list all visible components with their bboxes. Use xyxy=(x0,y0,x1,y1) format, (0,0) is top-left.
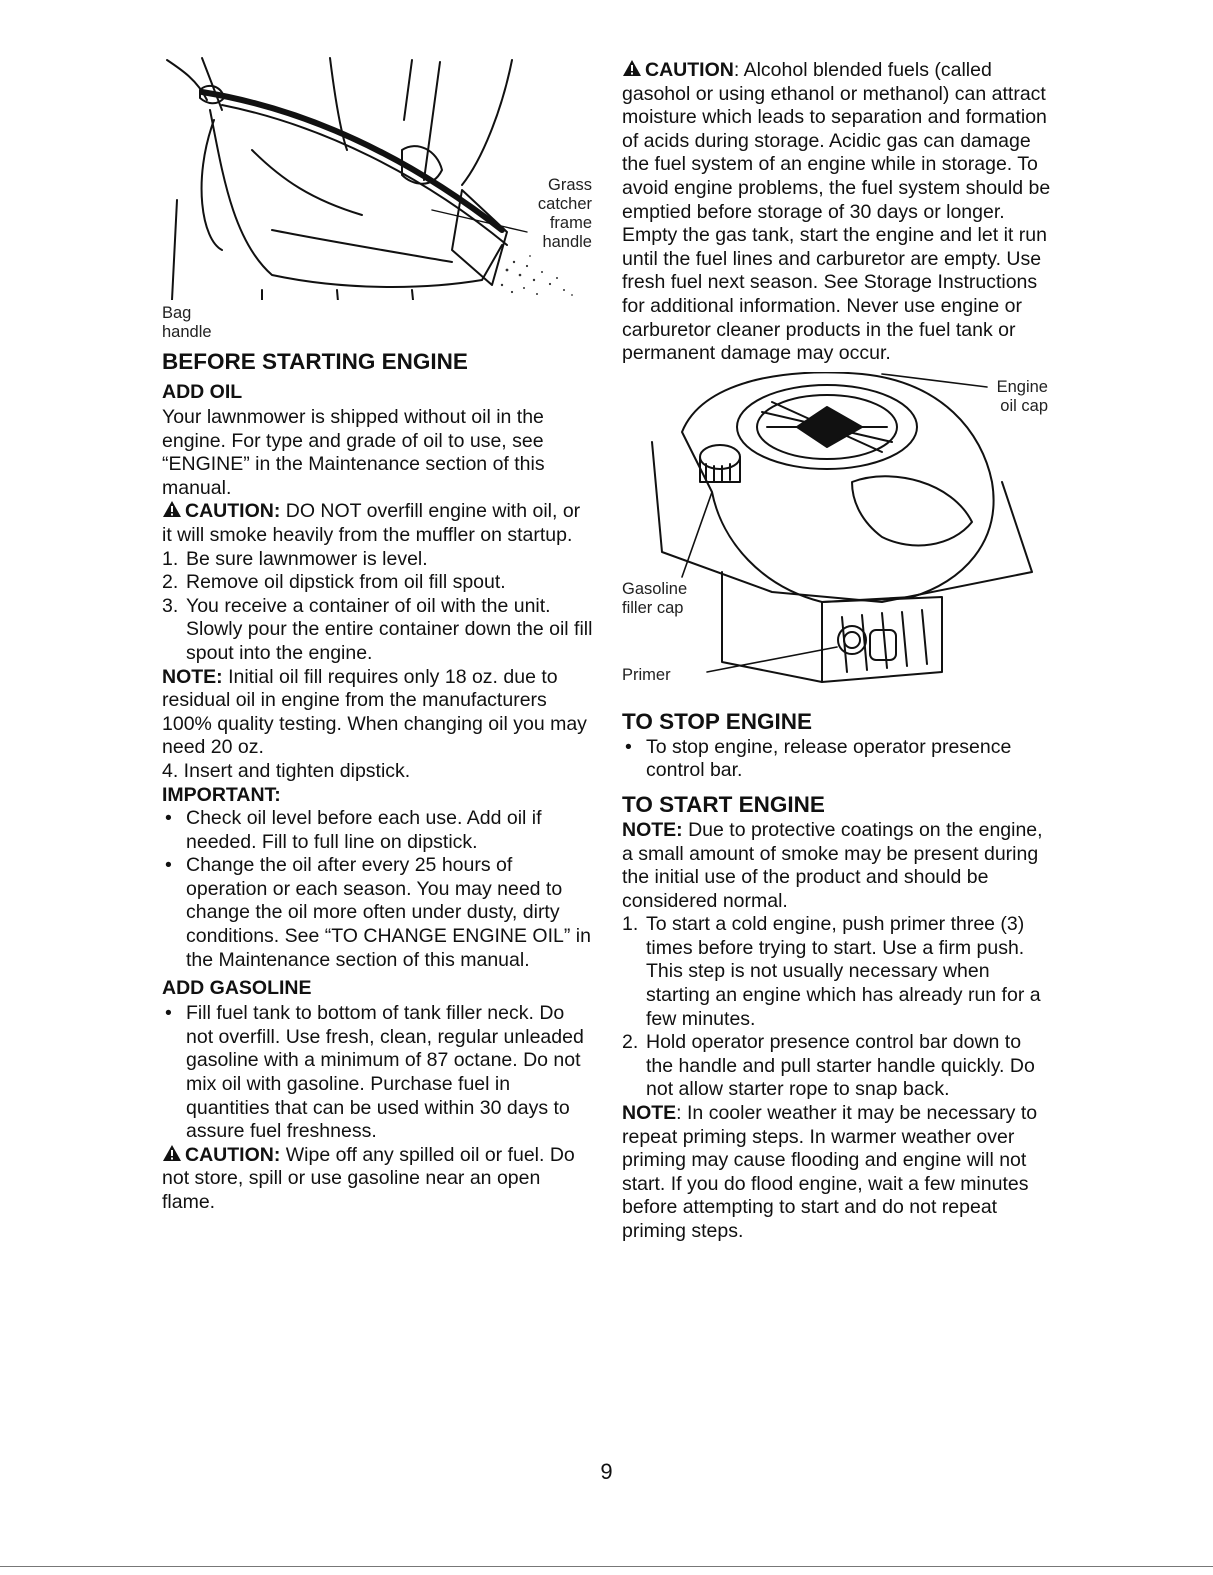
to-stop-engine-title: TO STOP ENGINE xyxy=(622,708,813,734)
alcohol-fuel-caution: CAUTION: Alcohol blended fuels (called gasohol or using ethanol or methanol) can attract moisture which leads to separation and formation of acids during storage. Acidic gas can damage the fuel system of an engine while in storage. To avoid engine problems, the fuel system should be emptied before storage of 30 days or longer. Empty the gas tank, start the engine and let it run until the fuel lines and carburetor are empty. Use fresh fuel next season. See Storage Instructions for additional information. Never use engine or carburetor cleaner products in the fuel tank or permanent damage may occur. xyxy=(622,59,1051,365)
add-oil-heading: ADD OIL xyxy=(162,381,243,403)
warning-icon xyxy=(162,1144,182,1162)
list-item: • Check oil level before each use. Add oil if needed. Fill to full line on dipstick. xyxy=(165,807,542,853)
caution-label: CAUTION: xyxy=(185,500,281,523)
engine-illustration xyxy=(622,372,1052,702)
bag-handle-label: Bag handle xyxy=(162,304,212,341)
list-item: 2. Remove oil dipstick from oil fill spout. xyxy=(162,571,506,594)
to-start-engine-title: TO START ENGINE xyxy=(622,791,825,817)
before-starting-engine-title: BEFORE STARTING ENGINE xyxy=(162,349,468,374)
grass-catcher-drawing xyxy=(162,0,594,300)
stop-list xyxy=(622,736,1052,783)
important-label: IMPORTANT: xyxy=(162,783,281,806)
add-oil-caution xyxy=(162,500,594,547)
add-oil-intro: Your lawnmower is shipped without oil in the engine. For type and grade of oil to use, see “ENGINE” in the Maintenance section of this manual. xyxy=(162,406,545,499)
right-column xyxy=(622,59,1052,1244)
engine-oil-cap-label: Engine oil cap xyxy=(996,377,1048,415)
grass-catcher-frame-handle-label: Grass catcher frame handle xyxy=(537,176,592,251)
add-gasoline-heading: ADD GASOLINE xyxy=(162,977,312,1000)
oil-step-4: 4. Insert and tighten dipstick. xyxy=(162,759,411,782)
start-note: NOTE: Due to protective coatings on the engine, a small amount of smoke may be present during the initial use of the product and should be considered normal. xyxy=(622,818,1043,912)
important-list xyxy=(162,807,594,972)
page-number: 9 xyxy=(600,1459,613,1484)
gasoline-filler-cap-label: Gasoline filler cap xyxy=(622,579,688,617)
oil-note: NOTE: Initial oil fill requires only 18 oz. due to residual oil in engine from the manufacturers 100% quality testing. When changing oil you may need 20 oz. xyxy=(162,665,587,759)
list-item: • Fill fuel tank to bottom of tank filler neck. Do not overfill. Use fresh, clean, regular unleaded gasoline with a minimum of 87 octane. Do not mix oil with gasoline. Purchase fuel in quantities that can be used within 30 days to assure fuel freshness. xyxy=(165,1002,584,1143)
gasoline-list xyxy=(162,1002,594,1144)
gasoline-caution: CAUTION: Wipe off any spilled oil or fuel. Do not store, spill or use gasoline near an open flame. xyxy=(162,1143,575,1213)
list-item: 1. Be sure lawnmower is level. xyxy=(162,547,428,570)
list-item: • Change the oil after every 25 hours of operation or each season. You may need to change the oil more often under dusty, dirty conditions. See “TO CHANGE ENGINE OIL” in the Maintenance section of this manual. xyxy=(165,854,591,971)
left-column xyxy=(162,0,594,1215)
list-item: 2. Hold operator presence control bar down to the handle and pull starter handle quickly. Do not allow starter rope to snap back. xyxy=(622,1031,1035,1101)
start-steps-list xyxy=(622,913,1052,1102)
grass-catcher-illustration xyxy=(162,0,594,341)
start-note-2: NOTE: In cooler weather it may be necessary to repeat priming steps. In warmer weather over priming may cause flooding and engine will not start. If you do flood engine, wait a few minutes before attempting to start and do not repeat priming steps. xyxy=(622,1102,1038,1242)
primer-label: Primer xyxy=(622,665,671,684)
list-item: • To stop engine, release operator presence control bar. xyxy=(625,735,1012,782)
oil-steps-list xyxy=(162,548,594,666)
list-item: 3. You receive a container of oil with the unit. Slowly pour the entire container down the oil fill spout into the engine. xyxy=(162,594,593,664)
engine-drawing xyxy=(622,372,1052,702)
bottom-divider xyxy=(0,1566,1213,1567)
warning-icon xyxy=(622,59,642,77)
caution-text: DO NOT overfill engine with oil, or it will smoke heavily from the muffler on startup. xyxy=(162,500,581,546)
list-item: 1. To start a cold engine, push primer three (3) times before trying to start. Use a firm push. This step is not usually necessary when starting an engine which has already run for a few minutes. xyxy=(622,913,1041,1030)
warning-icon xyxy=(162,500,182,518)
